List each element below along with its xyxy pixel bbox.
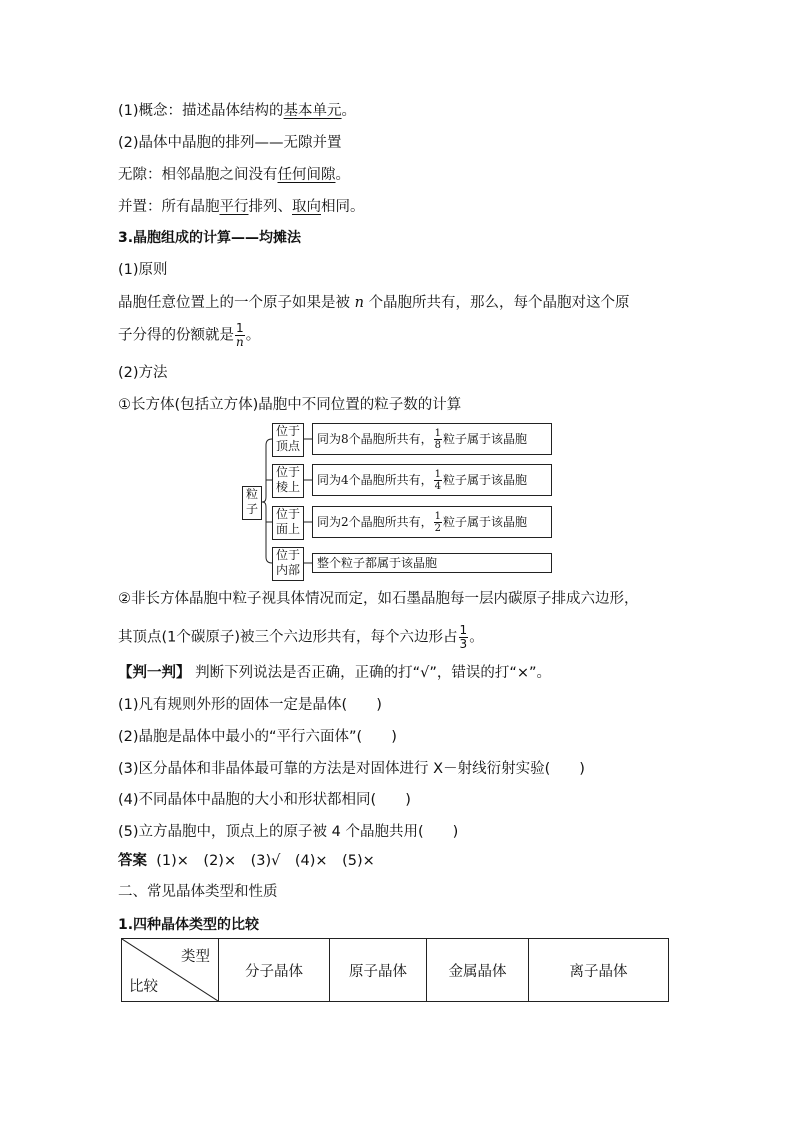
corner-cell — [122, 939, 219, 1002]
fraction-1-3 — [459, 624, 469, 651]
root-label: 粒子 — [245, 487, 258, 516]
principle-text-a: 晶胞任意位置上的一个原子如果是被 — [118, 295, 350, 311]
header-atomic: 原子晶体 — [330, 939, 427, 1002]
principle-line-2 — [118, 322, 260, 349]
rule-interior — [312, 553, 552, 573]
pos-label-top: 位于 — [275, 507, 300, 521]
frac-num: 1 — [434, 511, 442, 522]
rule-text: 同为4个晶胞所共有， — [317, 473, 433, 487]
answer-text: (1)× (2)× (3)√ (4)× (5)× — [156, 853, 375, 869]
rule-text: 整个粒子都属于该晶胞 — [317, 556, 438, 570]
frac-den: 4 — [434, 481, 442, 492]
frac-den: 3 — [459, 637, 468, 651]
rule-text: 同为8个晶胞所共有， — [317, 432, 433, 446]
header-molecular: 分子晶体 — [219, 939, 330, 1002]
no-gap-underlined: 任何间隙 — [277, 167, 336, 183]
orientation-underlined: 取向 — [292, 199, 321, 215]
judge-item: (2)晶胞是晶体中最小的“平行六面体”( ) — [118, 729, 397, 745]
rule-text-after: 粒子属于该晶胞 — [443, 473, 528, 487]
section-two-title: 二、常见晶体类型和性质 — [118, 884, 278, 900]
method-2-text: 其顶点(1个碳原子)被三个六边形共有，每个六边形占 — [118, 629, 458, 646]
no-gap-text: 无隙：相邻晶胞之间没有 — [118, 167, 278, 183]
answer-label: 答案 — [118, 853, 147, 869]
judge-heading — [118, 663, 551, 683]
frac-den: 8 — [434, 440, 442, 451]
parallel-line — [118, 197, 365, 217]
method-title: (2)方法 — [118, 365, 168, 381]
connector-4 — [262, 502, 272, 563]
pos-label-top: 位于 — [275, 548, 300, 562]
fraction-1-2 — [434, 511, 442, 534]
pos-label-bottom: 面上 — [275, 522, 300, 536]
frac-num: 1 — [459, 623, 468, 637]
pos-label-bottom: 内部 — [275, 563, 300, 577]
rule-vertex — [312, 423, 552, 455]
rule-face — [312, 506, 552, 538]
no-gap-line — [118, 165, 350, 185]
crystal-comparison-table — [121, 938, 669, 1002]
judge-item: (5)立方晶胞中，顶点上的原子被 4 个晶胞共用( ) — [118, 824, 459, 840]
section-two-subtitle: 1.四种晶体类型的比较 — [118, 917, 260, 933]
judge-item: (1)凡有规则外形的固体一定是晶体( ) — [118, 697, 382, 713]
table-header-row — [122, 939, 669, 1002]
corner-top-label: 类型 — [181, 949, 210, 965]
pos-label-top: 位于 — [275, 424, 300, 438]
connector-1 — [262, 439, 272, 502]
judge-label: 【判一判】 — [118, 665, 191, 681]
frac-num: 1 — [236, 321, 244, 335]
judge-item: (3)区分晶体和非晶体最可靠的方法是对固体进行 X－射线衍射实验( ) — [118, 761, 585, 777]
parallel-mid: 排列、 — [248, 199, 292, 215]
principle-end: 。 — [245, 327, 261, 344]
principle-text-b: 个晶胞所共有，那么，每个晶胞对这个原 — [368, 295, 630, 311]
no-gap-suffix: 。 — [335, 167, 350, 183]
concept-suffix: 。 — [341, 103, 357, 119]
rule-text: 同为2个晶胞所共有， — [317, 515, 433, 529]
method-2-line-1: ②非长方体晶胞中粒子视具体情况而定，如石墨晶胞每一层内碳原子排成六边形， — [118, 591, 639, 607]
fraction-1-over-n — [235, 322, 245, 349]
arrangement-title: (2)晶体中晶胞的排列——无隙并置 — [118, 135, 342, 151]
position-edge — [272, 464, 304, 498]
fraction-1-4 — [434, 469, 442, 492]
position-face — [272, 506, 304, 540]
pos-label-top: 位于 — [275, 465, 300, 479]
parallel-suffix: 相同。 — [321, 199, 365, 215]
principle-line-1 — [118, 293, 630, 313]
parallel-text: 并置：所有晶胞 — [118, 199, 220, 215]
method-2-line-2 — [118, 624, 484, 651]
pos-label-bottom: 棱上 — [275, 480, 300, 494]
judge-item: (4)不同晶体中晶胞的大小和形状都相同( ) — [118, 792, 411, 808]
concept-underlined: 基本单元 — [283, 103, 342, 119]
principle-var: n — [354, 295, 364, 311]
answer-line — [118, 851, 375, 871]
frac-num: 1 — [434, 469, 442, 480]
principle-text-2: 子分得的份额就是 — [118, 327, 234, 344]
method-2-end: 。 — [469, 629, 484, 646]
particle-root — [242, 486, 262, 520]
position-interior — [272, 547, 304, 581]
unit-cell-diagram — [240, 420, 560, 580]
principle-title: (1)原则 — [118, 262, 168, 278]
frac-den: 2 — [434, 523, 442, 534]
concept-text: (1)概念：描述晶体结构的 — [118, 103, 284, 119]
method-1: ①长方体(包括立方体)晶胞中不同位置的粒子数的计算 — [118, 397, 462, 413]
rule-text-after: 粒子属于该晶胞 — [443, 515, 528, 529]
rule-text-after: 粒子属于该晶胞 — [443, 432, 528, 446]
header-ionic: 离子晶体 — [529, 939, 669, 1002]
pos-label-bottom: 顶点 — [275, 439, 300, 453]
judge-instruction: 判断下列说法是否正确，正确的打“√”，错误的打“×”。 — [195, 665, 552, 681]
header-metallic: 金属晶体 — [427, 939, 529, 1002]
rule-edge — [312, 464, 552, 496]
parallel-underlined: 平行 — [219, 199, 249, 215]
calc-title: 3.晶胞组成的计算——均摊法 — [118, 230, 302, 246]
fraction-1-8 — [434, 428, 442, 451]
frac-num: 1 — [434, 428, 442, 439]
concept-line — [118, 101, 356, 121]
corner-bottom-label: 比较 — [129, 979, 158, 995]
position-vertex — [272, 423, 304, 457]
frac-den: n — [236, 335, 244, 349]
